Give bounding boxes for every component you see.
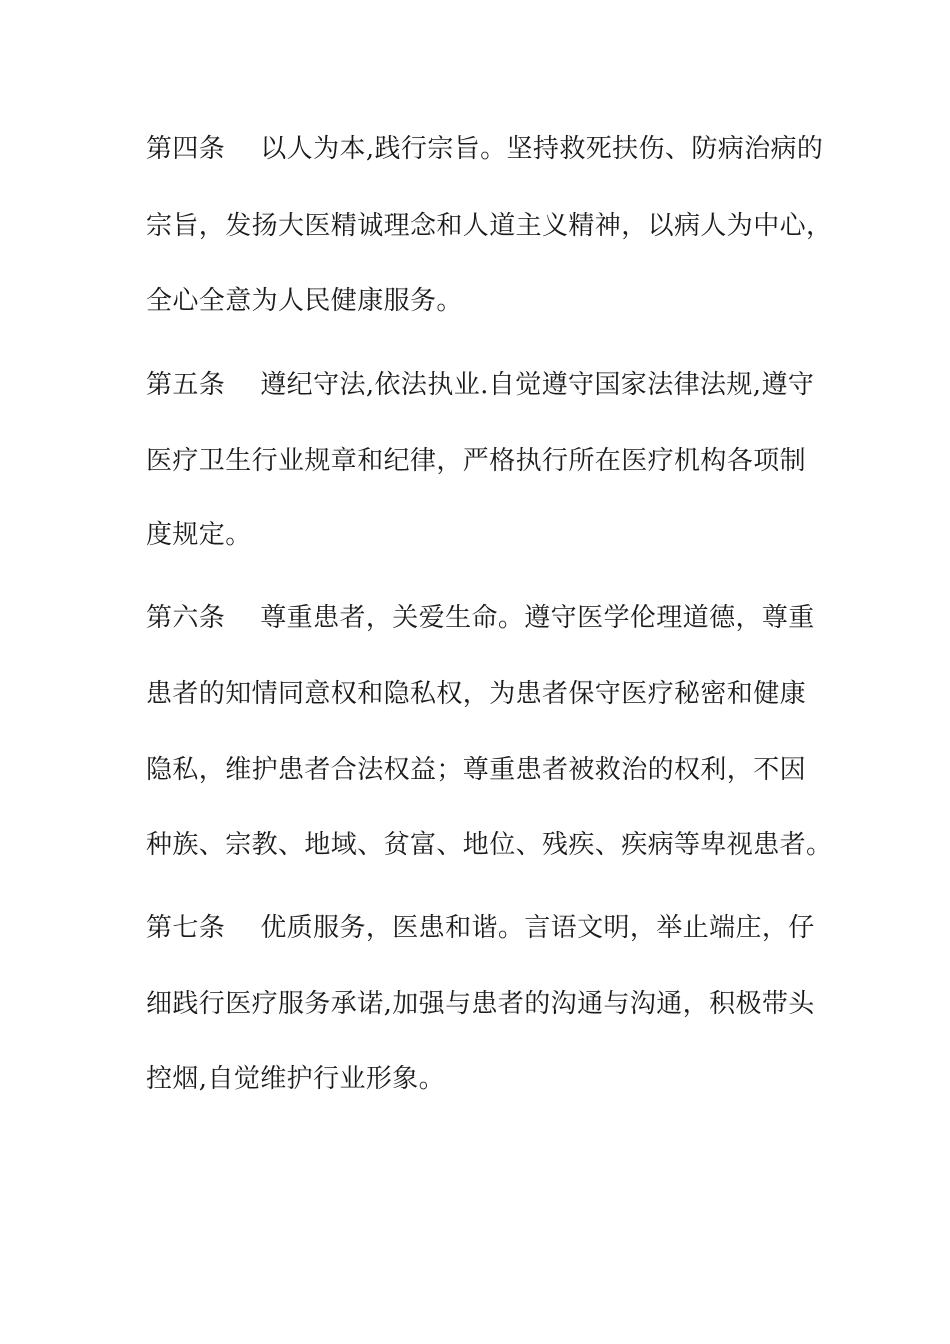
article-6-line-1: 第六条 尊重患者，关爱生命。遵守医学伦理道德，尊重 bbox=[146, 603, 815, 633]
article-6-line-2: 患者的知情同意权和隐私权，为患者保守医疗秘密和健康 bbox=[146, 679, 807, 709]
article-5-line-2: 医疗卫生行业规章和纪律，严格执行所在医疗机构各项制 bbox=[146, 446, 807, 476]
article-7-line-3: 控烟,自觉维护行业形象。 bbox=[146, 1064, 446, 1094]
article-5-line-3: 度规定。 bbox=[146, 520, 252, 550]
article-4-line-1: 第四条 以人为本,践行宗旨。坚持救死扶伤、防病治病的 bbox=[146, 134, 824, 164]
article-6-line-4: 种族、宗教、地域、贫富、地位、残疾、疾病等卑视患者。 bbox=[146, 830, 833, 860]
article-7-line-1: 第七条 优质服务，医患和谐。言语文明，举止端庄，仔 bbox=[146, 913, 815, 943]
article-4-line-2: 宗旨，发扬大医精诚理念和人道主义精神，以病人为中心， bbox=[146, 211, 833, 241]
article-6-line-3: 隐私，维护患者合法权益；尊重患者被救治的权利，不因 bbox=[146, 755, 807, 785]
article-7-line-2: 细践行医疗服务承诺,加强与患者的沟通与沟通，积极带头 bbox=[146, 989, 815, 1019]
article-4-line-3: 全心全意为人民健康服务。 bbox=[146, 286, 463, 316]
article-5-line-1: 第五条 遵纪守法,依法执业.自觉遵守国家法律法规,遵守 bbox=[146, 370, 815, 400]
